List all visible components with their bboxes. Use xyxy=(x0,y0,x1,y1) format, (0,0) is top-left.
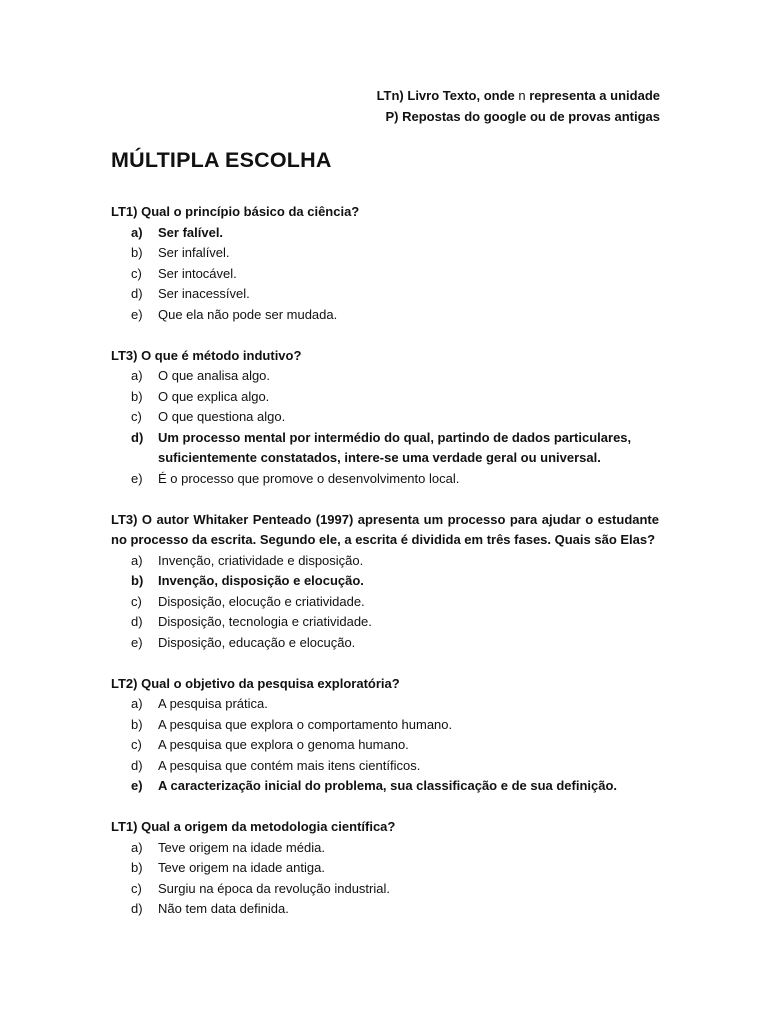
option-item xyxy=(111,735,659,756)
question-text: LT3) O autor Whitaker Penteado (1997) apresenta um processo para ajudar o estudante no processo da escrita. Segundo ele, a escrita é dividida em três fases. Quais são Elas? xyxy=(111,511,659,547)
option-text: O que analisa algo. xyxy=(158,368,271,383)
option-item xyxy=(111,284,659,305)
option-letter: b) xyxy=(131,245,143,260)
option-item xyxy=(111,551,659,572)
option-letter: b) xyxy=(131,860,143,875)
option-text: A caracterização inicial do problema, sua classificação e de sua definição. xyxy=(158,778,618,793)
option-item xyxy=(111,879,659,900)
option-letter: a) xyxy=(131,696,143,711)
option-item xyxy=(111,469,659,490)
legend-line-1-prefix: LTn) Livro Texto, onde xyxy=(376,88,519,103)
option-item xyxy=(111,694,659,715)
question-block xyxy=(111,674,659,797)
option-item-correct xyxy=(111,428,659,469)
option-text: Ser infalível. xyxy=(158,245,230,260)
question-text: LT1) Qual o princípio básico da ciência? xyxy=(111,204,360,219)
legend-line-2: P) Repostas do google ou de provas antigas xyxy=(385,108,660,124)
option-letter: d) xyxy=(131,614,143,629)
option-item-correct xyxy=(111,571,659,592)
option-letter: b) xyxy=(131,573,144,588)
option-text: Invenção, criatividade e disposição. xyxy=(158,552,364,568)
option-item xyxy=(111,838,659,859)
option-letter: a) xyxy=(131,552,143,568)
legend-line-1-suffix: representa a unidade xyxy=(525,88,660,103)
option-text: Disposição, tecnologia e criatividade. xyxy=(158,614,372,629)
option-list xyxy=(111,223,659,326)
option-text: O que questiona algo. xyxy=(158,409,286,424)
option-text: Que ela não pode ser mudada. xyxy=(158,306,338,322)
option-letter: d) xyxy=(131,757,143,773)
question-block xyxy=(111,817,659,920)
option-item xyxy=(111,592,659,613)
option-text: A pesquisa que contém mais itens científicos. xyxy=(158,757,421,773)
option-letter: c) xyxy=(131,409,142,424)
option-item xyxy=(111,715,659,736)
question-list xyxy=(111,202,659,940)
option-item-correct xyxy=(111,223,659,244)
option-letter: b) xyxy=(131,716,143,732)
option-text: Disposição, elocução e criatividade. xyxy=(158,593,365,609)
option-text: Ser falível. xyxy=(158,224,224,240)
option-letter: c) xyxy=(131,880,142,896)
option-list xyxy=(111,838,659,920)
option-text: A pesquisa prática. xyxy=(158,696,268,711)
option-item xyxy=(111,633,659,654)
question-block xyxy=(111,510,659,654)
option-letter: e) xyxy=(131,634,143,650)
question-block xyxy=(111,346,659,490)
option-letter: e) xyxy=(131,470,143,486)
option-text: A pesquisa que explora o comportamento humano. xyxy=(158,716,453,732)
option-text: É o processo que promove o desenvolvimento local. xyxy=(158,470,460,486)
option-letter: c) xyxy=(131,593,142,609)
question-text: LT3) O que é método indutivo? xyxy=(111,347,302,363)
option-text: Teve origem na idade média. xyxy=(158,839,325,855)
option-letter: a) xyxy=(131,839,143,855)
option-list xyxy=(111,694,659,797)
option-item xyxy=(111,387,659,408)
option-text: Não tem data definida. xyxy=(158,901,289,916)
legend xyxy=(377,86,660,127)
option-item-correct xyxy=(111,776,659,797)
option-item xyxy=(111,899,659,920)
question-text: LT2) Qual o objetivo da pesquisa exploratória? xyxy=(111,675,400,691)
option-item xyxy=(111,305,659,326)
option-list xyxy=(111,366,659,489)
option-item xyxy=(111,756,659,777)
option-text: Teve origem na idade antiga. xyxy=(158,860,325,875)
option-item xyxy=(111,243,659,264)
option-text: Ser intocável. xyxy=(158,265,237,281)
option-item xyxy=(111,366,659,387)
option-letter: e) xyxy=(131,306,143,322)
option-text: O que explica algo. xyxy=(158,388,270,404)
option-letter: c) xyxy=(131,737,142,752)
option-letter: c) xyxy=(131,265,142,281)
option-letter: b) xyxy=(131,388,143,404)
option-letter: a) xyxy=(131,368,143,383)
option-letter: d) xyxy=(131,286,143,301)
legend-line-1 xyxy=(377,86,660,107)
option-text: Ser inacessível. xyxy=(158,286,250,301)
option-letter: a) xyxy=(131,224,143,240)
option-letter: d) xyxy=(131,429,144,445)
page-title: MÚLTIPLA ESCOLHA xyxy=(111,148,332,172)
option-list xyxy=(111,551,659,654)
question-block xyxy=(111,202,659,325)
option-text: Um processo mental por intermédio do qual, partindo de dados particulares, suficientemente constatados, intere-se uma verdade geral ou universal. xyxy=(158,429,632,465)
question-text: LT1) Qual a origem da metodologia científica? xyxy=(111,819,396,834)
option-item xyxy=(111,858,659,879)
option-item xyxy=(111,612,659,633)
option-item xyxy=(111,407,659,428)
option-item xyxy=(111,264,659,285)
option-text: A pesquisa que explora o genoma humano. xyxy=(158,737,409,752)
option-letter: d) xyxy=(131,901,143,916)
option-text: Surgiu na época da revolução industrial. xyxy=(158,880,390,896)
option-text: Disposição, educação e elocução. xyxy=(158,634,356,650)
option-letter: e) xyxy=(131,778,143,793)
legend-line-1-n: n xyxy=(518,88,526,103)
option-text: Invenção, disposição e elocução. xyxy=(158,573,364,588)
